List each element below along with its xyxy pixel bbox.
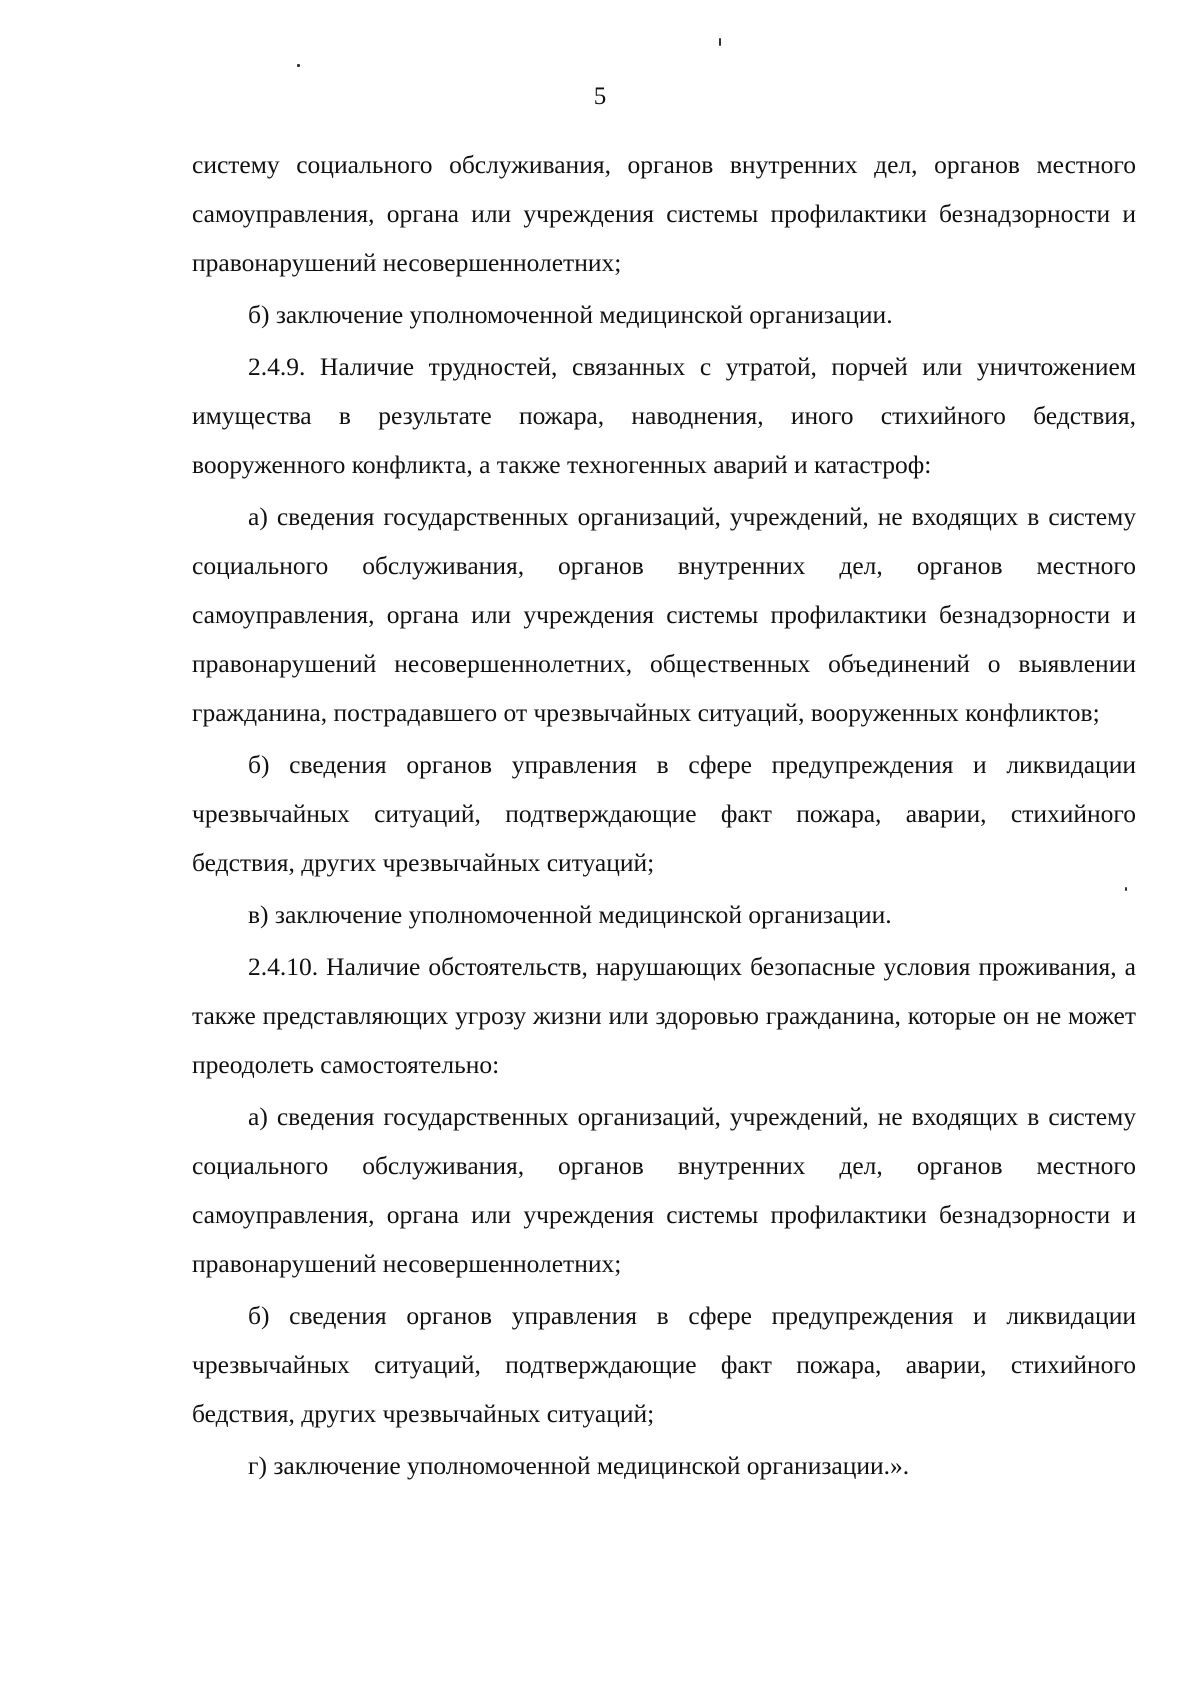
scan-speck [297,64,300,67]
document-body [192,140,1136,1490]
scan-speck [719,38,721,46]
paragraph-item-b-emergency-info-2: б) сведения органов управления в сфере предупреждения и ликвидации чрезвычайных ситуаций, подтверждающие факт пожара, аварии, стихийного бедствия, других чрезвычайных ситуаций; [192,1301,1136,1428]
paragraph-clause-2-4-9: 2.4.9. Наличие трудностей, связанных с утратой, порчей или уничтожением имущества в результате пожара, наводнения, иного стихийного бедствия, вооруженного конфликта, а также техногенных аварий и катастроф: [192,352,1136,479]
paragraph-item-a-organizations-info: а) сведения государственных организаций, учреждений, не входящих в систему социального обслуживания, органов внутренних дел, органов местного самоуправления, органа или учреждения системы профилактики безнадзорности и правонарушений несовершеннолетних, общественных объединений о выявлении гражданина, пострадавшего от чрезвычайных ситуаций, вооруженных конфликтов; [192,502,1136,727]
paragraph-clause-2-4-10: 2.4.10. Наличие обстоятельств, нарушающих безопасные условия проживания, а также представляющих угрозу жизни или здоровью гражданина, которые он не может преодолеть самостоятельно: [192,952,1136,1079]
paragraph-item-v-medical-conclusion: в) заключение уполномоченной медицинской организации. [248,900,892,929]
paragraph-item-g-medical-conclusion: г) заключение уполномоченной медицинской организации.». [248,1451,910,1480]
paragraph-item-a-organizations-info-2: а) сведения государственных организаций, учреждений, не входящих в систему социального обслуживания, органов внутренних дел, органов местного самоуправления, органа или учреждения системы профилактики безнадзорности и правонарушений несовершеннолетних; [192,1102,1136,1278]
paragraph-item-b-emergency-info: б) сведения органов управления в сфере предупреждения и ликвидации чрезвычайных ситуаций, подтверждающие факт пожара, аварии, стихийного бедствия, других чрезвычайных ситуаций; [192,750,1136,877]
page-number: 5 [593,83,607,110]
paragraph-continuation: системy социального обслуживания, органов внутренних дел, органов местного самоуправления, органа или учреждения системы профилактики безнадзорности и правонарушений несовершеннолетних; [192,150,1136,277]
paragraph-item-b-medical-conclusion: б) заключение уполномоченной медицинской организации. [248,300,893,329]
